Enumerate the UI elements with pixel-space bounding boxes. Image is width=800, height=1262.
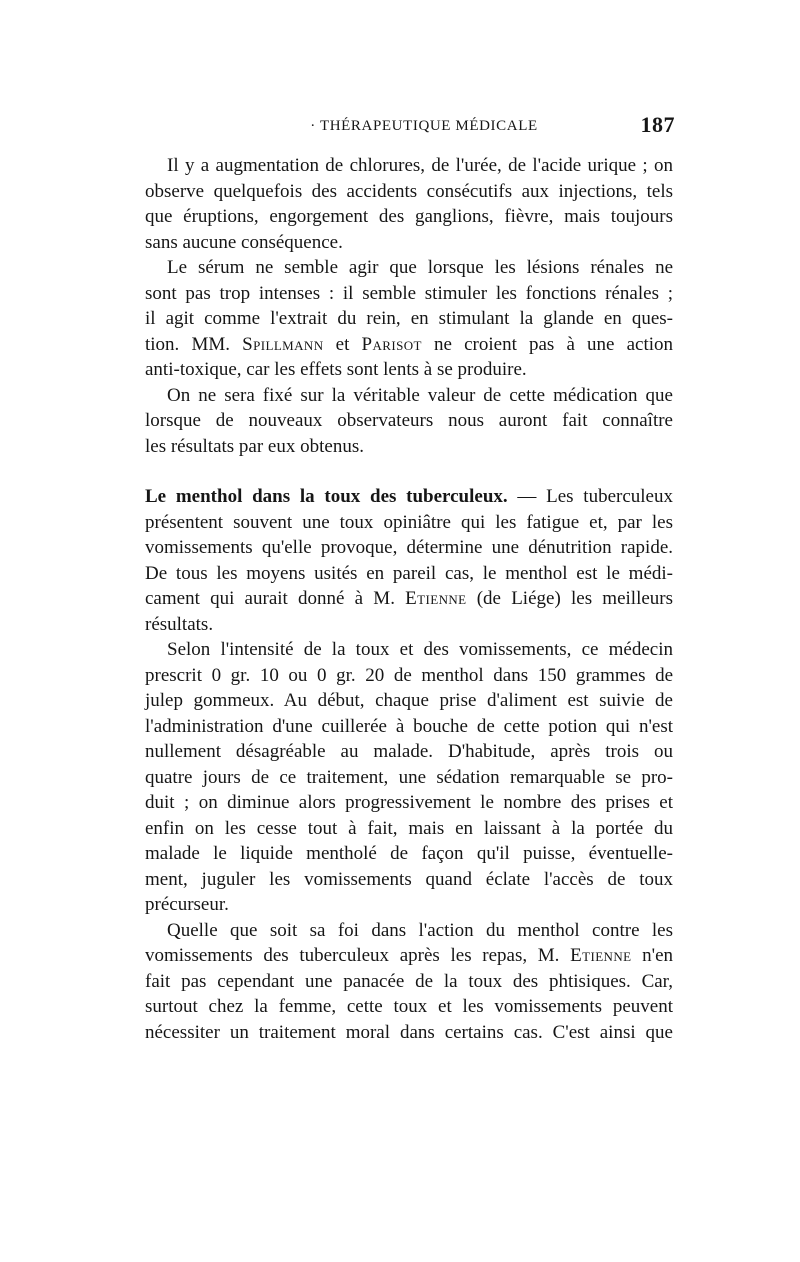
text-line: enfin on les cesse tout à fait, mais en laissant à la portée du	[145, 817, 673, 839]
text-fragment: n'en	[642, 945, 674, 966]
text-line: ment, juguler les vomissements quand éclate l'accès de toux	[145, 868, 673, 890]
text-line: sont pas trop intenses : il semble stimuler les fonctions rénales ;	[145, 282, 673, 304]
body-text	[145, 153, 673, 1045]
paragraph-serum	[145, 255, 673, 383]
author-name-etienne: Etienne	[570, 945, 632, 966]
text-line: On ne sera fixé sur la véritable valeur de cette médication que	[167, 384, 673, 406]
text-line-with-name	[145, 586, 673, 612]
text-line-with-name	[145, 943, 673, 969]
author-name-parisot: Parisot	[361, 333, 422, 355]
text-line: les résultats par eux obtenus.	[145, 435, 364, 457]
paragraph-dosage	[145, 637, 673, 918]
text-line: Le sérum ne semble agir que lorsque les lésions rénales ne	[167, 257, 673, 278]
text-line: Il y a augmentation de chlorures, de l'urée, de l'acide urique ; on	[167, 155, 673, 176]
page-number: 187	[640, 112, 675, 137]
text-fragment: ne croient pas à une action	[434, 333, 674, 355]
page-header	[145, 114, 675, 144]
running-head: · THÉRAPEUTIQUE MÉDICALE	[310, 118, 538, 134]
author-name-spillmann: Spillmann	[242, 333, 324, 355]
text-line: sans aucune conséquence.	[145, 231, 343, 253]
text-line: l'administration d'une cuillerée à bouche de cette potion qui n'est	[145, 715, 673, 737]
section-gap	[145, 459, 673, 484]
paragraph-conclusion	[145, 383, 673, 460]
text-line: Selon l'intensité de la toux et des vomissements, ce médecin	[167, 639, 673, 660]
text-line: lorsque de nouveaux observateurs nous auront fait connaître	[145, 410, 673, 431]
text-line: observe quelquefois des accidents consécutifs aux injections, tels	[145, 180, 673, 202]
text-line: que éruptions, engorgement des ganglions, fièvre, mais toujours	[145, 206, 673, 227]
text-line: De tous les moyens usités en pareil cas, le menthol est le médi-	[145, 562, 673, 584]
section-heading: Le menthol dans la toux des tuberculeux.	[145, 486, 508, 507]
text-line: malade le liquide mentholé de façon qu'il puisse, éventuelle-	[145, 843, 673, 864]
text-line: Quelle que soit sa foi dans l'action du menthol contre les	[167, 919, 673, 941]
author-name-etienne: Etienne	[405, 588, 467, 609]
text-fragment: — Les tuberculeux	[507, 486, 673, 507]
text-line: précurseur.	[145, 894, 229, 915]
text-fragment: et	[335, 333, 350, 355]
text-line: nécessiter un traitement moral dans certains cas. C'est ainsi que	[145, 1021, 673, 1043]
text-line-with-names	[145, 332, 673, 358]
text-fragment: (de Liége) les meilleurs	[476, 588, 674, 609]
paragraph-panacea	[145, 918, 673, 1046]
text-line: fait pas cependant une panacée de la toux des phtisiques. Car,	[145, 970, 673, 992]
text-line: surtout chez la femme, cette toux et les vomissements peuvent	[145, 996, 673, 1017]
text-line: nullement désagréable au malade. D'habitude, après trois ou	[145, 741, 673, 762]
text-fragment: tion. MM.	[145, 333, 230, 355]
text-fragment: vomissements des tuberculeux après les repas, M.	[145, 945, 560, 966]
text-line: il agit comme l'extrait du rein, en stimulant la glande en ques-	[145, 308, 673, 329]
text-line: résultats.	[145, 613, 214, 635]
paragraph-urea	[145, 153, 673, 255]
text-line: julep gommeux. Au début, chaque prise d'aliment est suivie de	[145, 690, 673, 711]
text-line: duit ; on diminue alors progressivement le nombre des prises et	[145, 792, 673, 813]
text-line: présentent souvent une toux opiniâtre qui les fatigue et, par les	[145, 511, 673, 533]
text-fragment: cament qui aurait donné à M.	[145, 588, 395, 609]
text-line: anti-toxique, car les effets sont lents à se produire.	[145, 359, 527, 380]
section-menthol	[145, 484, 673, 637]
text-line: vomissements qu'elle provoque, détermine une dénutrition rapide.	[145, 537, 673, 558]
text-line-with-heading	[145, 484, 673, 510]
text-line: prescrit 0 gr. 10 ou 0 gr. 20 de menthol dans 150 grammes de	[145, 664, 673, 686]
text-line: quatre jours de ce traitement, une sédation remarquable se pro-	[145, 766, 673, 788]
